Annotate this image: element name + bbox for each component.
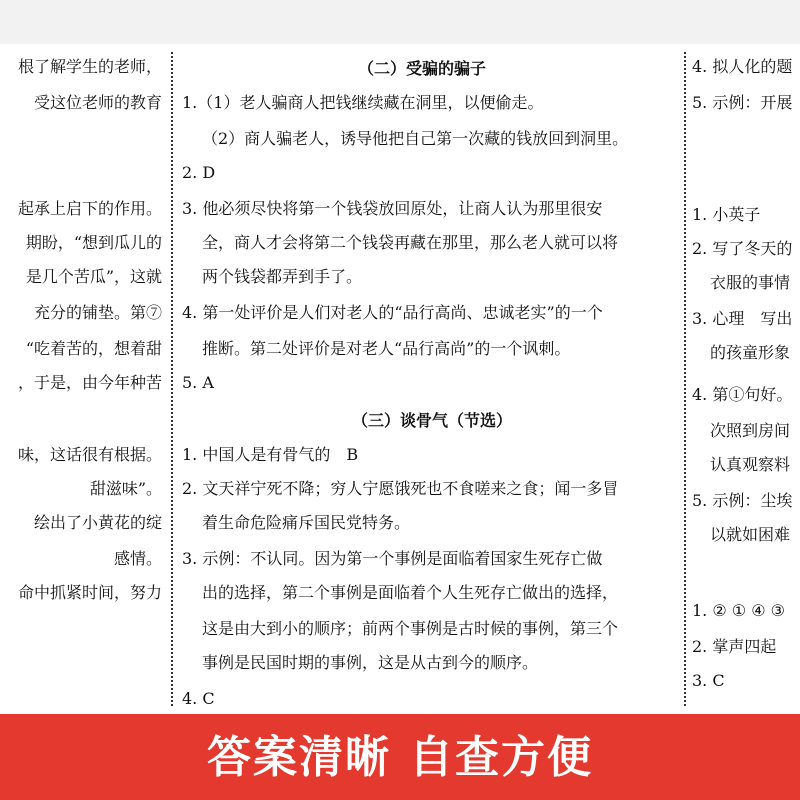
left-line: 起承上启下的作用。 xyxy=(17,199,162,218)
column-divider xyxy=(171,52,173,706)
page-top-edge xyxy=(0,0,800,44)
answer-line: 着生命危险痛斥国民党特务。 xyxy=(202,513,411,532)
left-line: 根了解学生的老师， xyxy=(17,57,162,76)
left-line: “吃着苦的，想着甜 xyxy=(25,339,162,358)
left-line: 感情。 xyxy=(113,549,162,568)
answer-page xyxy=(0,44,800,714)
right-line: 次照到房间 xyxy=(710,421,791,440)
answer-line: （2）商人骗老人，诱导他把自己第一次藏的钱放回到洞里。 xyxy=(202,129,629,148)
middle-column xyxy=(174,44,686,714)
answer-line: 出的选择，第二个事例是面临着个人生死存亡做出的选择， xyxy=(202,583,619,602)
answer-line: 3. 示例：不认同。因为第一个事例是面临着国家生死存亡做 xyxy=(182,549,603,568)
left-line: 甜滋味”。 xyxy=(89,479,162,498)
right-line: 2. 写了冬天的 xyxy=(692,239,793,258)
right-line: 5. 示例：尘埃 xyxy=(692,491,793,510)
right-line: 认真观察料 xyxy=(710,455,791,474)
answer-line: 这是由大到小的顺序；前两个事例是古时候的事例，第三个 xyxy=(202,619,619,638)
left-line: 充分的铺垫。第⑦ xyxy=(33,303,162,322)
answer-line: 4. C xyxy=(182,689,215,708)
right-column xyxy=(690,44,800,714)
section-title-deceived-liar: （二）受骗的骗子 xyxy=(358,59,487,78)
right-line: 5. 示例：开展 xyxy=(692,93,793,112)
promo-text-easy-self-check: 自查方便 xyxy=(409,732,593,783)
left-line: ，于是，由今年种苦 xyxy=(17,373,162,392)
right-line: 以就如困难 xyxy=(710,525,791,544)
right-line: 3. C xyxy=(692,671,725,690)
answer-line: 推断。第二处评价是对老人“品行高尚”的一个讽刺。 xyxy=(202,339,571,358)
answer-line: 1. 中国人是有骨气的 B xyxy=(182,445,359,464)
left-line: 绘出了小黄花的绽 xyxy=(33,513,162,532)
answer-line: 4. 第一处评价是人们对老人的“品行高尚、忠诚老实”的一个 xyxy=(182,303,603,322)
right-line: 衣服的事情 xyxy=(710,273,791,292)
right-line: 2. 掌声四起 xyxy=(692,637,777,656)
section-title-on-integrity: （三）谈骨气（节选） xyxy=(352,411,513,430)
right-line: 4. 拟人化的题 xyxy=(692,57,793,76)
answer-line: 事例是民国时期的事例，这是从古到今的顺序。 xyxy=(202,653,539,672)
answer-line: 全，商人才会将第二个钱袋再藏在那里，那么老人就可以将 xyxy=(202,233,619,252)
right-line: 4. 第①句好。 xyxy=(692,385,793,404)
answer-line: 2. 文天祥宁死不降；穷人宁愿饿死也不食嗟来之食；闻一多冒 xyxy=(182,479,619,498)
right-line: 3. 心理 写出 xyxy=(692,309,793,328)
left-line: 受这位老师的教育 xyxy=(33,93,162,112)
answer-line: 5. A xyxy=(182,373,214,392)
answer-line: 3. 他必须尽快将第一个钱袋放回原处，让商人认为那里很安 xyxy=(182,199,603,218)
answer-line: 2. D xyxy=(182,163,216,182)
column-divider xyxy=(684,52,686,706)
left-line: 味，这话很有根据。 xyxy=(17,445,162,464)
left-line: 期盼，“想到瓜儿的 xyxy=(25,233,162,252)
answer-line: 1.（1）老人骗商人把钱继续藏在洞里，以便偷走。 xyxy=(182,93,544,112)
answer-line: 两个钱袋都弄到手了。 xyxy=(202,267,363,286)
right-line: 1. 小英子 xyxy=(692,205,761,224)
left-column xyxy=(0,44,170,714)
left-line: 是几个苦瓜”，这就 xyxy=(25,267,162,286)
promo-text-clear-answers: 答案清晰 xyxy=(207,732,391,783)
promo-banner xyxy=(0,728,800,788)
right-line: 的孩童形象 xyxy=(710,343,791,362)
left-line: 命中抓紧时间，努力 xyxy=(17,583,162,602)
right-line: 1. ② ① ④ ③ xyxy=(692,601,785,620)
